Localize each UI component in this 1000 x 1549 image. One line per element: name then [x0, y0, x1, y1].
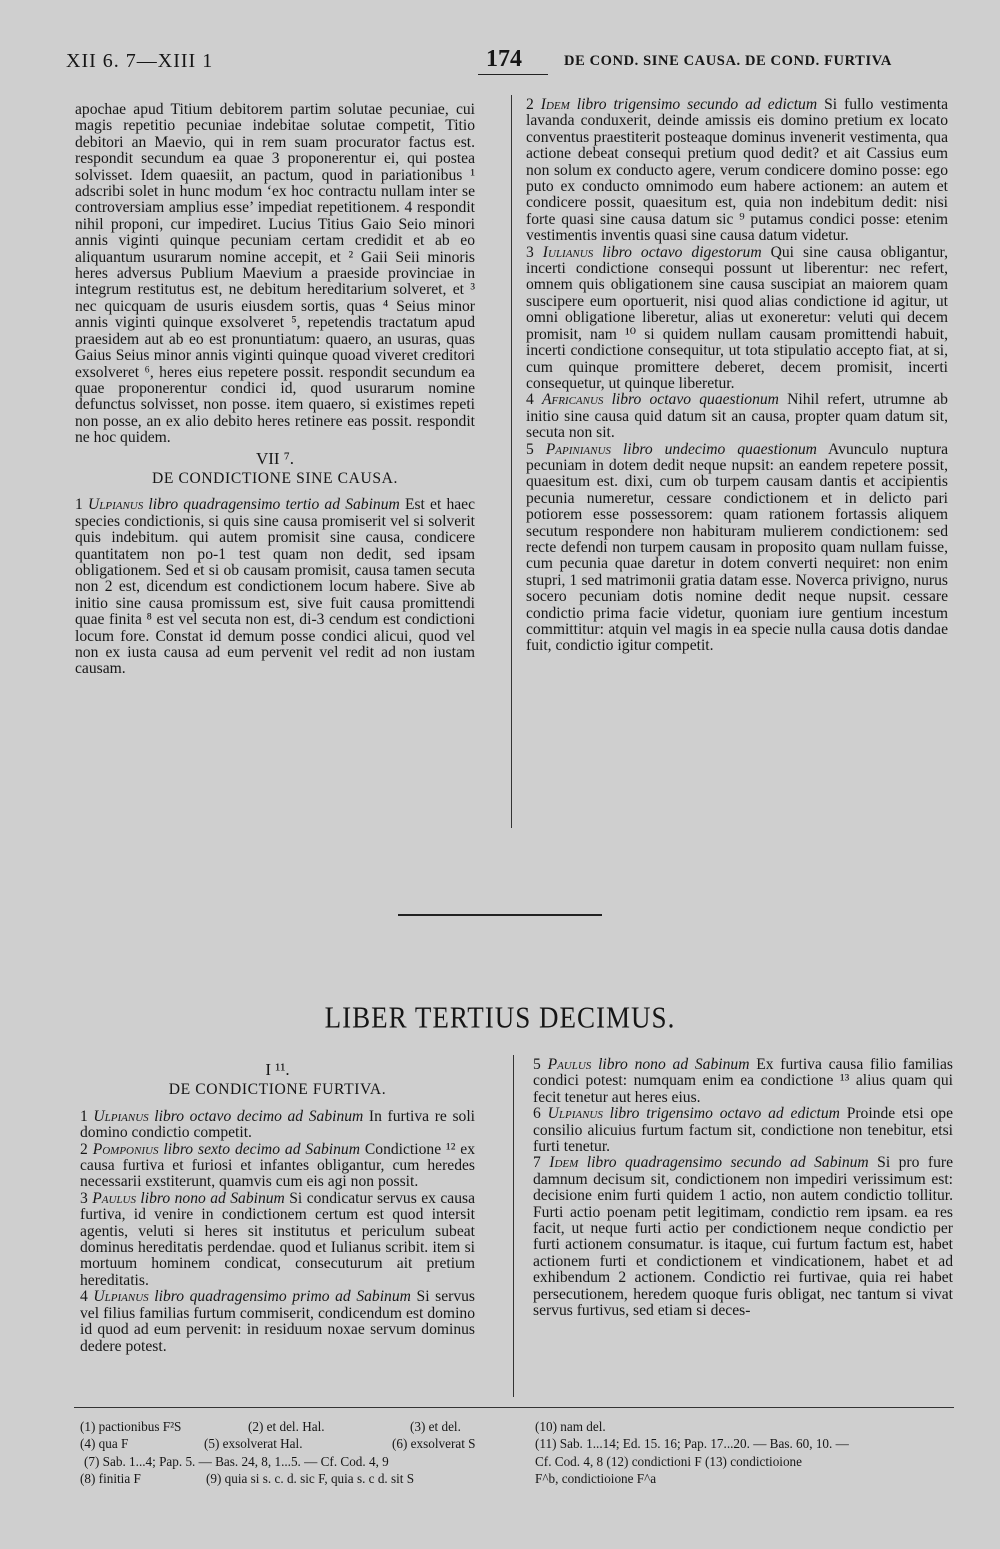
lex-number: 4 — [80, 1288, 94, 1306]
column-right-top — [526, 97, 948, 655]
author: Ulpianus — [547, 1105, 603, 1123]
footnote-row — [80, 1453, 510, 1470]
paragraph: apochae apud Titium debitorem partim solutae pecuniae, cui magis repetitio pecuniae indebitae solutae competit, Titio debitori an Maevio, qui in rem suam procurator factus est. respondit secundum ea quae 3 proponerentur ei, qui postea solvisset. Idem quaesiit, an pactum, quod in pariationibus ¹ adscribi solet in hunc modum ‘ex hoc contractu nullam inter se controversiam amplius esse’ impediat repetitionem. 4 respondit nihil proponi, cur impediret. Lucius Titius Gaio Seio minori annis viginti quinque pecuniam certam credidit et ab eo aliquantum usurarum nomine accepit, et ² Gaii Seii minoris heres adversus Publium Maevium a praeside provinciae in integrum restitutus est, ne debitum hereditarium solveret, et ³ nec quicquam de usuris eiusdem sortis, quas ⁴ Seius minor annis viginti quinque exsolveret ⁵, repetendis tractatum apud praesidem aut ab eo est pronuntiatum: quaero, an usuras, quas Gaius Seius minor annis viginti quinque quoad viveret creditori exsolveret ⁶, heres eius repetere possit. respondit secundum ea quae proponerentur condici id, quod usurarum nomine defunctus solvisset, non posse. item quaero, si existimes repeti non posse, an ex alio debito heres retinere eas possit. respondit ne hoc quidem. — [75, 101, 475, 447]
column-left-bottom — [80, 1058, 475, 1355]
footnote: (8) finitia F — [80, 1471, 141, 1487]
lex-text: Avunculo nuptura pecuniam in dotem dedit neque nupsit: an eandem repetere possit, quaesitum est. dixi, cum ob turpem causam dantis et accipientis pecunia numeretur, cessare condictionem et in delicto pari potiorem esse possessorem: quam rationem fortassis aliquem secutum respondere non habituram mulierem condictionem: sed recte defendi non turpem causam in proposito quam nullam fuisse, cum pecunia quae daretur in dotem converti nequiret: non enim stupri, 1 sed matrimonii gratia datam esse. Noverca privigno, nurus socero pecuniam dotis nomine dedit neque nupsit. cessare condictio prima facie videtur, quoniam iure gentium incestum committitur: atquin vel magis in ea specie nulla causa dotis dandae fuit, condictio igitur competit. — [526, 440, 948, 655]
work: libro octavo digestorum — [593, 243, 762, 261]
work: libro sexto decimo ad Sabinum — [158, 1140, 360, 1158]
lex-paragraph — [533, 1155, 953, 1319]
author: Africanus — [541, 391, 604, 409]
footnote-row — [535, 1418, 960, 1435]
lex-text: Nihil refert, utrumne ab initio sine causa quid datum sit an causa, propter quam datum sit, secuta non sit. — [526, 391, 948, 442]
work: libro nono ad Sabinum — [135, 1189, 285, 1207]
footnote-row — [535, 1453, 960, 1470]
footnote-row — [80, 1435, 510, 1452]
work: libro undecimo quaestionum — [610, 440, 817, 458]
lex-paragraph — [75, 497, 475, 677]
author: Paulus — [92, 1189, 136, 1207]
footnote: (2) et del. Hal. — [248, 1419, 325, 1434]
lex-number: 6 — [533, 1105, 548, 1123]
author: Idem — [549, 1154, 579, 1172]
footnote: (5) exsolverat Hal. — [204, 1436, 303, 1452]
lex-text: Est et haec species condictionis, si quis sine causa promiserit vel si solverit quis indebitum. qui autem promisit sine causa, condicere quantitatem non po-1 test quam non dedit, sed ipsam obligationem. Sed et si ob causam promisit, causa tamen secuta non 2 est, dicendum est condictionem locum habere. Sive ab initio sine causa promissum est, sive fuit causa promittendi quae finita ⁸ est vel secuta non est, di-3 cendum est condictioni locum fore. Constat id demum posse condici alicui, quod vel non ex iusta causa ad eum pervenit vel redit ad non iustam causam. — [75, 496, 476, 678]
author: Ulpianus — [87, 496, 144, 514]
author: Papinianus — [545, 440, 611, 458]
lex-text: Si condicatur servus ex causa furtiva, id venire in condictionem certum est quod intersit agentis, veluti si heres sit institutus et periculum subeat dominus hereditatis perdendae. quod et Iulianus scribit. item si mortuum hominem condicat, consecuturum ait pretium hereditatis. — [80, 1189, 475, 1289]
footnote: (7) Sab. 1...4; Pap. 5. — Bas. 24, 8, 1...5. — Cf. Cod. 4, 9 — [84, 1453, 389, 1469]
author: Pomponius — [92, 1140, 159, 1158]
column-divider — [511, 95, 512, 828]
footnote: F^b, condictioione F^a — [535, 1471, 657, 1487]
work: libro trigensimo secundo ad edictum — [569, 96, 818, 113]
work: libro octavo decimo ad Sabinum — [148, 1107, 364, 1125]
section-separator-rule — [398, 914, 602, 916]
section-title: DE CONDICTIONE SINE CAUSA. — [151, 469, 399, 487]
author: Ulpianus — [93, 1288, 149, 1306]
lex-text: In furtiva re soli domino condictio competit. — [80, 1107, 475, 1142]
work: libro nono ad Sabinum — [591, 1056, 750, 1073]
footnote: (10) nam del. — [535, 1419, 606, 1434]
lex-text: Qui sine causa obligantur, incerti condictione consequi possunt ut liberentur: nec refert, omnem quis obligationem sine causa suscipiat an maiorem quam suscipere eum oportuerit, nisi quod alias condictione id agitur, ut omni obligatione liberetur, alias ut exoneretur: veluti qui decem promisit, nam ¹⁰ si quidem nullam causam promittendi habuit, incerti condictione consequitur, ut tota stipulatio accepto fiat, at si, cum quinque promittere deberet, decem promisit, incerti consequetur, ut quinque liberetur. — [526, 243, 949, 392]
author: Idem — [540, 96, 570, 113]
header-rule — [478, 74, 548, 75]
work: libro octavo quaestionum — [603, 391, 779, 409]
footnote: (11) Sab. 1...14; Ed. 15. 16; Pap. 17...20. — Bas. 60, 10. — — [535, 1436, 849, 1452]
footnote-rule — [74, 1407, 954, 1408]
author: Iulianus — [542, 243, 594, 261]
lex-number: 3 — [526, 243, 543, 261]
lex-number: 2 — [80, 1140, 93, 1158]
book-title: LIBER TERTIUS DECIMUS. — [324, 999, 676, 1035]
author: Ulpianus — [93, 1107, 149, 1125]
page-number: 174 — [486, 46, 522, 72]
lex-text: Si fullo vestimenta lavanda conduxerit, deinde amissis eis domino pretium ex locato conventus praestiterit posteaque dominus invenerit vestimenta, qua actione debeat consequi pretium quod dedit? et ait Cassius eum non solum ex conducto agere, verum condicere domino posse: ego puto ex conducto omnimodo eum habere actionem: an autem et condicere possit, quaesitum est, quia non indebitum dedit: nisi forte quasi sine causa datum sic ⁹ putamus condici posse: etenim vestimentis inventis quasi sine causa datum videtur. — [526, 96, 948, 245]
work: libro quadragensimo primo ad Sabinum — [148, 1288, 411, 1306]
lex-number: 4 — [526, 391, 542, 409]
work: libro trigensimo octavo ad edictum — [602, 1105, 840, 1123]
section-number: I ¹¹. — [265, 1060, 290, 1079]
footnote-row — [535, 1470, 960, 1487]
lex-number: 1 — [75, 496, 88, 514]
lex-paragraph — [80, 1109, 475, 1142]
lex-paragraph — [526, 245, 948, 393]
lex-paragraph — [80, 1289, 475, 1355]
lex-number: 3 — [80, 1189, 93, 1207]
work: libro quadragensimo secundo ad Sabinum — [578, 1154, 869, 1172]
lex-text: Si servus vel filius familias furtum commiserit, condicendum est domino id quod ad eum pervenit: in residuum noxae servum dominus dedere potest. — [80, 1288, 475, 1355]
header-right: DE COND. SINE CAUSA. DE COND. FURTIVA — [564, 53, 892, 69]
lex-text: Si pro fure damnum decisum sit, condictionem non impediri verissimum est: decisione enim furti quidem 1 actio, non autem condictio tollitur. Furti actio poenam petit legitimam, condictio rem ipsam. ea res facit, ut neque furti actio per condictionem neque condictio per furti actionem consumatur. is itaque, cui furtum factum est, habet actionem furti et condictionem et vindicationem, habet et ad exhibendum 2 actionem. Condictio rei furtivae, quia rei habet persecutionem, heredem quoque furis obligat, nec tantum si vivat servus furtivus, sed etiam si deces- — [533, 1154, 953, 1320]
footnote: Cf. Cod. 4, 8 (12) condictioni F (13) condictioione — [535, 1453, 803, 1469]
footnote: (3) et del. — [410, 1419, 461, 1434]
lex-paragraph — [80, 1142, 475, 1191]
column-divider — [513, 1055, 514, 1397]
lex-paragraph — [80, 1191, 475, 1289]
footnote-row — [80, 1470, 510, 1487]
lex-paragraph — [533, 1106, 953, 1155]
work: libro quadragensimo tertio ad Sabinum — [143, 496, 400, 514]
footnotes-left — [80, 1418, 510, 1488]
lex-number: 7 — [533, 1154, 550, 1172]
lex-text: Proinde etsi ope consilio alicuius furtum factum sit, condictione non tenebitur, etsi furti tenetur. — [533, 1105, 953, 1156]
lex-number: 2 — [526, 96, 541, 113]
footnote-row — [535, 1435, 960, 1452]
column-left-top — [75, 102, 475, 678]
header-left: XII 6. 7—XIII 1 — [66, 50, 214, 72]
footnote: (9) quia si s. c. d. sic F, quia s. c d. sit S — [206, 1471, 415, 1487]
footnote: (4) qua F — [80, 1436, 129, 1452]
lex-paragraph — [526, 392, 948, 441]
footnote-row — [80, 1418, 510, 1435]
footnote: (6) exsolverat S — [392, 1436, 476, 1452]
lex-paragraph — [526, 442, 948, 655]
lex-text: Condictione ¹² ex causa furtiva et furiosi et infantes obligantur, cum heredes necessarii exstiterunt, quamvis cum eis agi non possit. — [80, 1140, 475, 1191]
lex-paragraph — [533, 1057, 953, 1106]
author: Paulus — [547, 1056, 592, 1073]
lex-number: 5 — [526, 440, 546, 458]
lex-paragraph — [526, 97, 948, 245]
section-title: DE CONDICTIONE FURTIVA. — [168, 1081, 387, 1099]
section-number: VII ⁷. — [255, 448, 295, 468]
footnotes-right — [535, 1418, 960, 1488]
lex-text: Ex furtiva causa filio familias condici potest: numquam enim ea condictione ¹³ alius quam qui fecit tenetur aut heres eius. — [533, 1056, 953, 1106]
column-right-bottom — [533, 1057, 953, 1320]
footnote: (1) pactionibus F²S — [80, 1419, 182, 1434]
lex-number: 5 — [533, 1056, 548, 1073]
lex-number: 1 — [80, 1107, 94, 1125]
